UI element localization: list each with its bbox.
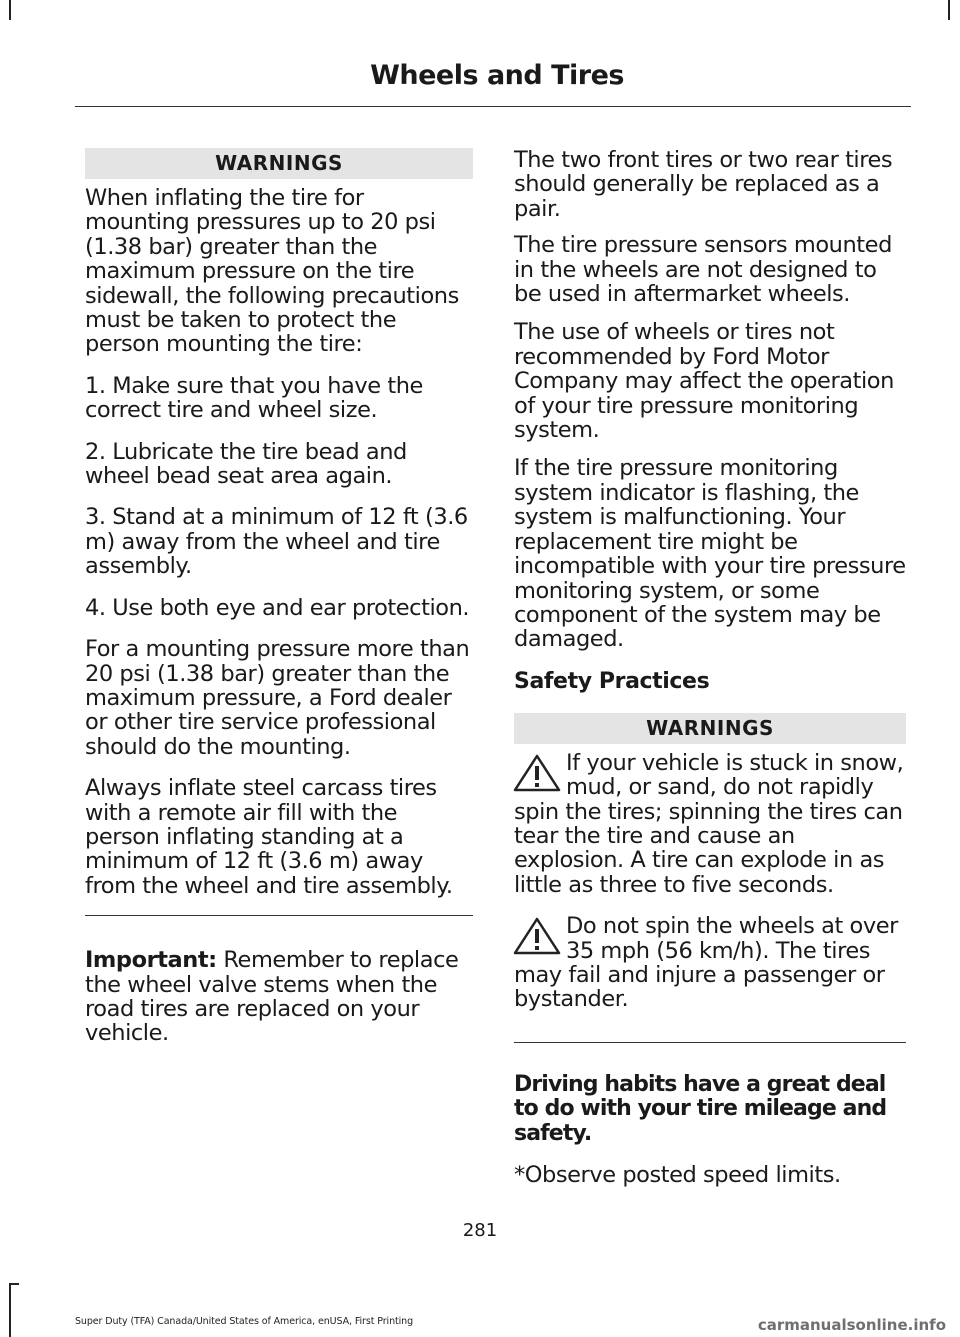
important-label: Important:	[85, 947, 217, 974]
warning-item-stuck	[514, 751, 906, 897]
indicator-paragraph: If the tire pressure monitoring system indicator is flashing, the system is malfunctioning. Your replacement tire might be incompatible with your tire pressure monitoring system, or some component of the system may be damaged.	[514, 455, 906, 653]
step-2: 2. Lubricate the tire bead and wheel bead seat area again.	[85, 438, 407, 490]
warnings-heading: WARNINGS	[85, 148, 473, 179]
inflate-paragraph: Always inflate steel carcass tires with a remote air fill with the person inflating standing at a minimum of 12 ft (3.6 m) away from the wheel and tire assembly.	[85, 775, 453, 899]
crop-mark-top-left	[9, 0, 11, 20]
driving-habits-heading: Driving habits have a great deal to do with your tire mileage and safety.	[514, 1071, 887, 1146]
step-4: 4. Use both eye and ear protection.	[85, 594, 470, 621]
left-column	[85, 148, 473, 1063]
crop-mark-top-right	[948, 0, 950, 20]
right-column	[514, 148, 906, 1204]
pair-paragraph: The two front tires or two rear tires should generally be replaced as a pair.	[514, 147, 893, 222]
page-title: Wheels and Tires	[370, 60, 624, 91]
publication-line: Super Duty (TFA) Canada/United States of America, enUSA, First Printing	[75, 1316, 414, 1327]
warnings-heading-2: WARNINGS	[514, 713, 906, 744]
mounting-paragraph: For a mounting pressure more than 20 psi (1.38 bar) greater than the maximum pressure, a Ford dealer or other tire service professional should do the mounting.	[85, 636, 470, 760]
bullet-speed-limits: *Observe posted speed limits.	[514, 1162, 841, 1188]
warning-stuck-text: If your vehicle is stuck in snow, mud, or sand, do not rapidly spin the tires; spinning the tires can tear the tire and cause an explosion. A tire can explode in as little as three to five seconds.	[514, 749, 904, 898]
warning-intro: When inflating the tire for mounting pressures up to 20 psi (1.38 bar) greater than the maximum pressure on the tire sidewall, the following precautions must be taken to protect the person mounting the tire:	[85, 185, 459, 358]
warning-triangle-icon	[512, 916, 562, 956]
compatibility-paragraph: The use of wheels or tires not recommended by Ford Motor Company may affect the operation of your tire pressure monitoring system.	[514, 319, 894, 444]
header-rule	[75, 106, 911, 107]
warning-triangle-icon	[512, 753, 562, 793]
warning-item-speed	[514, 914, 906, 1012]
section-rule	[85, 915, 473, 916]
step-3: 3. Stand at a minimum of 12 ft (3.6 m) away from the wheel and tire assembly.	[85, 504, 468, 580]
watermark[interactable]: carmanualsonline.info	[757, 1316, 946, 1334]
step-1: 1. Make sure that you have the correct tire and wheel size.	[85, 372, 423, 424]
section-rule-2	[514, 1042, 906, 1043]
sensor-paragraph: The tire pressure sensors mounted in the wheels are not designed to be used in aftermarket wheels.	[514, 232, 892, 308]
warning-speed-text: Do not spin the wheels at over 35 mph (56 km/h). The tires may fail and injure a passenger or bystander.	[514, 913, 898, 1013]
important-note	[85, 948, 473, 1046]
crop-mark-bottom-left	[9, 1283, 11, 1337]
page-number: 281	[462, 1220, 498, 1241]
crop-mark-bottom-left-h	[9, 1283, 19, 1285]
important-text: Remember to replace the wheel valve stems when the road tires are replaced on your vehicle.	[85, 947, 459, 1047]
safety-practices-title: Safety Practices	[514, 668, 710, 694]
